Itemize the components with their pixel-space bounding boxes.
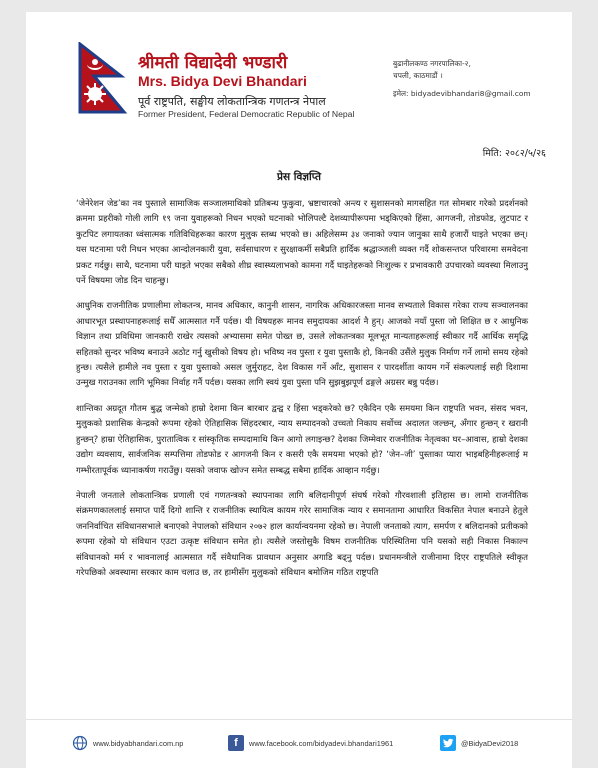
contact-address xyxy=(393,58,531,100)
letter-page xyxy=(26,12,572,768)
name-english: Mrs. Bidya Devi Bhandari xyxy=(138,73,307,89)
letter-date: मिति: २०८२/५/२६ xyxy=(482,148,546,159)
email-line: इमेल: bidyadevibhandari8@gmail.com xyxy=(393,89,531,98)
name-nepali: श्रीमती विद्यादेवी भण्डारी xyxy=(138,53,288,73)
footer-facebook[interactable] xyxy=(228,734,393,752)
body-paragraph: ‘जेनेरेशन जेड’का नव पुस्ताले सामाजिक सञ्जालमाथिको प्रतिबन्ध फुकुवा, भ्रष्टाचारको अन्त्य र सुशासनको मागसहित गत सोमबार गरेको प्रदर्शनको क्रममा प्रहरीको गोली लागि १९ जना युवाहरूको निधन भएको घटनाको भोलिपल्टै देशव्यापीरूपमा भड्किएको हिंसा, आगजनी, तोडफोड, लुटपाट र कुटपिट लगायतका ध्वंसात्मक गतिविधिहरूका कारण मुलुक स्तब्ध भएको छ। अहिलेसम्म ३४ जनाको ज्यान जानुका साथै हजारौं घाइते भएका छन्। यस घटनामा परी निधन भएका आन्दोलनकारी युवा, सर्वसाधारण र सुरक्षाकर्मी सबैप्रति हार्दिक श्रद्धाञ्जली व्यक्त गर्दै शोकसन्तप्त परिवारमा समवेदना प्रकट गर्दछु। साथै, घटनामा परी घाइते भएका सबैको शीघ्र स्वास्थ्यलाभको कामना गर्दै घाइतेहरूको निःशुल्क र प्रभावकारी उपचारको व्यवस्था मिलाउनु पर्ने विषयमा जोड दिन चाहन्छु। xyxy=(76,199,528,287)
twitter-link[interactable]: @BidyaDevi2018 xyxy=(461,738,519,748)
title-nepali: पूर्व राष्ट्रपति, सङ्घीय लोकतान्त्रिक गणतन्त्र नेपाल xyxy=(138,95,326,108)
address-line-1: बुढानीलकण्ठ नगरपालिका-२, xyxy=(393,59,471,68)
footer-website[interactable] xyxy=(72,734,183,752)
body-paragraph: शान्तिका अग्रदूत गौतम बुद्ध जन्मेको हाम्रो देशमा किन बारबार द्वन्द्व र हिंसा भड्करेको छ? एकैदिन एकै समयमा किन राष्ट्रपति भवन, संसद भवन, मुलुकको प्रशासिक केन्द्रको रूपमा रहेको ऐतिहासिक सिंहदरबार, न्याय सम्पादनको उच्चतो निकाय सर्वोच्च अदालत जल्छन्, अँगार हुन्छन् र खरानी हुन्छन्? हाम्रा ऐतिहासिक, पुरातात्विक र सांस्कृतिक सम्पदामाथि किन आगो लगाइन्छ? देशका जिम्मेवार राजनीतिक नेतृत्वका घर–आवास, हाम्रो देशका उद्योग व्यवसाय, सार्वजनिक सम्पत्तिमा तोडफोड र आगजनी किन र कसरी एकै समयमा भएको हो? ‘जेन–जी’ पुस्ताका प्यारा भाइबहिनीहरूलाई म गम्भीरतापूर्वक ध्यानाकर्षण गराउँछु। यसको जवाफ खोज्न समेत सम्बद्ध सबैमा हार्दिक आव्हान गर्दछु। xyxy=(76,403,528,476)
footer xyxy=(26,719,572,764)
twitter-icon xyxy=(440,735,456,751)
body-paragraph: आधुनिक राजनीतिक प्रणालीमा लोकतन्त्र, मानव अधिकार, कानुनी शासन, नागरिक अधिकारजस्ता मानव सभ्यताले विकास गरेका राज्य सञ्चालनका आधारभूत प्रस्थापनाहरूलाई सधैँ आत्मसात गर्नै पर्दछ। यी विषयहरू मानव समुदायका आदर्श नै हुन्। आजको नयाँ पुस्ता जो शिक्षित छ र आधुनिक विज्ञान तथा प्रविधिमा जानकारी राखेर त्यसको अभ्यासमा समेत पोख्त छ, उसले लोकतन्त्रका मूलभूत मान्यताहरूलाई स्वीकार गर्दै आर्थिक समृद्धि सहितको सुन्दर भविष्य बनाउने अठोट गर्नु खुसीको विषय हो। भविष्य नव पुस्ता र युवा पुस्ताकै हो, किनकी उसैंले मुलुक निर्माण गर्ने लामो समय रहेको हुन्छ। त्यसैले हामीले नव पुस्ता र युवा पुस्ताको असल जुर्मुराहट, देश विकास गर्ने आँट, सुशासन र पारदर्शीता कायम गर्ने संकल्पलाई सही दिशामा उन्मुख गराउनका लागि भूमिका निर्वाह गर्नै पर्दछ। यसका लागि स्वयं युवा पुस्ता पनि सुझबुझपूर्ण ढङ्गले अग्रसर बन्नु पर्दछ। xyxy=(76,301,528,389)
address-line-2: चपली, काठमाडौं । xyxy=(393,71,443,80)
nepal-flag-icon xyxy=(78,42,128,115)
facebook-link[interactable]: www.facebook.com/bidyadevi.bhandari1961 xyxy=(249,738,394,748)
press-release-heading: प्रेस विज्ञप्ति xyxy=(277,171,321,183)
letter-body xyxy=(76,197,528,591)
body-paragraph: नेपाली जनताले लोकतान्त्रिक प्रणाली एवं गणतन्त्रको स्थापनाका लागि बलिदानीपूर्ण संघर्ष गरेको गौरवशाली इतिहास छ। लामो राजनीतिक संक्रमणकाललाई समाप्त पार्दै दिगो शान्ति र राजनीतिक स्थायित्व कायम गरेर सामाजिक न्याय र समानतामा आधारित विकसित नेपाल बनाउने हेतुले जननिर्वाचित संविधानसभाले बनाएको नेपालको संविधान २०७२ हाल कार्यान्वयनमा रहेको छ। नेपाली जनताको त्याग, समर्पण र बलिदानको प्रतीकको रूपमा रहेको यो संविधान एउटा उत्कृष्ट संविधान समेत हो। त्यसैले जस्तोसुकै विषम राजनीतिक परिस्थितिमा पनि यसको सही निकास निकाल्न संविधानको मर्म र भावनालाई आत्मसात गर्दै संवैधानिक प्रावधान अनुसार अगाडि बढ्नु पर्दछ। प्रधानमन्त्रीले राजीनामा दिएर राष्ट्रपतिले स्वीकृत गरेपछिको अवस्थामा सरकार काम चलाउ छ, तर हामीसँग मुलुकको संविधान बमोजिम गठित राष्ट्रपति xyxy=(76,490,528,578)
globe-icon xyxy=(72,735,88,751)
facebook-icon: f xyxy=(228,735,244,751)
title-english: Former President, Federal Democratic Republic of Nepal xyxy=(138,109,355,119)
website-link[interactable]: www.bidyabhandari.com.np xyxy=(93,738,184,748)
footer-twitter[interactable] xyxy=(440,734,518,752)
